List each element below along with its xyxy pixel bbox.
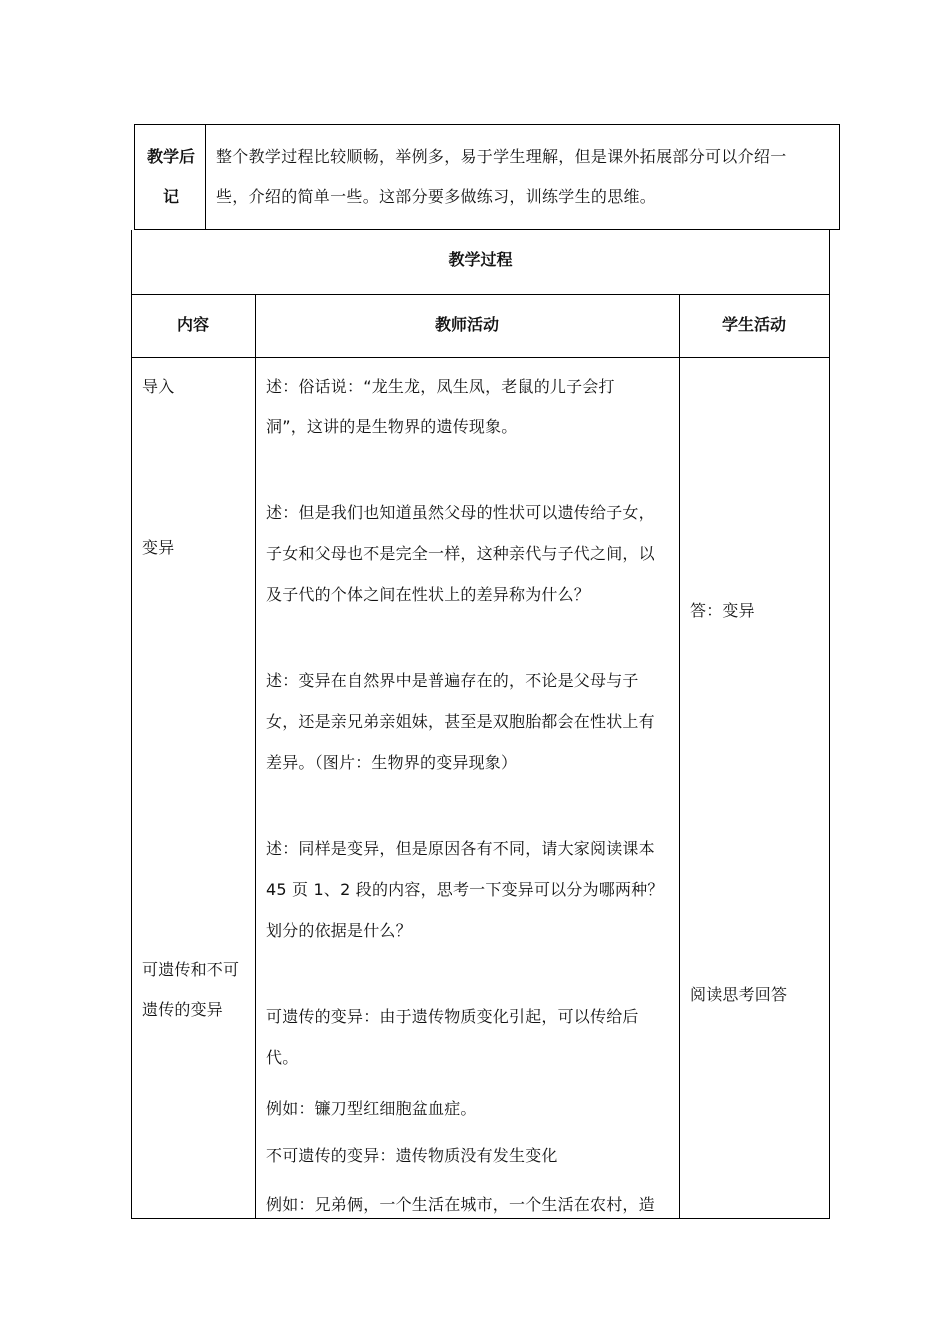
teacher-line: 划分的依据是什么？: [266, 921, 412, 940]
teacher-line: 述：变异在自然界中是普遍存在的，不论是父母与子: [266, 671, 639, 690]
teacher-line: 差异。（图片：生物界的变异现象）: [266, 753, 518, 772]
reflection-label-cell: [134, 124, 206, 230]
teacher-line: 述：但是我们也知道虽然父母的性状可以遗传给子女，: [266, 503, 655, 522]
content-heritable-line1: 可遗传和不可: [142, 960, 240, 979]
table-left-border: [131, 230, 132, 1219]
teacher-line: 可遗传的变异：由于遗传物质变化引起，可以传给后: [266, 1007, 639, 1026]
teacher-line: 女，还是亲兄弟亲姐妹，甚至是双胞胎都会在性状上有: [266, 712, 655, 731]
process-title: 教学过程: [448, 250, 513, 269]
column-header-student: 学生活动: [721, 315, 786, 334]
reflection-label-line2: 记: [162, 187, 179, 206]
column-divider-1: [255, 294, 256, 1219]
teacher-line: 不可遗传的变异：遗传物质没有发生变化: [266, 1146, 558, 1165]
content-variation: 变异: [142, 538, 175, 557]
column-divider-2: [679, 294, 680, 1219]
teacher-line: 例如：兄弟俩，一个生活在城市，一个生活在农村，造: [266, 1195, 655, 1214]
table-right-border: [829, 230, 830, 1219]
table-bottom-border: [131, 1218, 830, 1219]
column-header-content: 内容: [176, 315, 209, 334]
reflection-text-line1: 整个教学过程比较顺畅，举例多，易于学生理解，但是课外拓展部分可以介绍一: [216, 147, 787, 166]
content-heritable-line2: 遗传的变异: [142, 1000, 224, 1019]
teacher-line: 子女和父母也不是完全一样，这种亲代与子代之间，以: [266, 544, 655, 563]
teacher-line: 洞”，这讲的是生物界的遗传现象。: [266, 417, 518, 436]
row-divider-header: [131, 357, 830, 358]
teacher-line: 述：俗话说：“龙生龙，凤生凤，老鼠的儿子会打: [266, 377, 615, 396]
reflection-content-cell: [205, 124, 840, 230]
row-divider-title: [131, 294, 830, 295]
column-header-teacher: 教师活动: [434, 315, 499, 334]
teacher-line: 代。: [266, 1048, 299, 1067]
student-answer-variation: 答：变异: [690, 601, 755, 620]
teacher-line: 及子代的个体之间在性状上的差异称为什么？: [266, 585, 591, 604]
reflection-label-line1: 教学后: [146, 147, 195, 166]
teacher-line: 45 页 1、2 段的内容，思考一下变异可以分为哪两种？: [266, 880, 664, 899]
teacher-line: 例如：镰刀型红细胞盆血症。: [266, 1099, 477, 1118]
reflection-text-line2: 些，介绍的简单一些。这部分要多做练习，训练学生的思维。: [216, 187, 657, 206]
teacher-line: 述：同样是变异，但是原因各有不同，请大家阅读课本: [266, 839, 655, 858]
content-intro: 导入: [142, 377, 175, 396]
student-answer-read: 阅读思考回答: [690, 985, 788, 1004]
